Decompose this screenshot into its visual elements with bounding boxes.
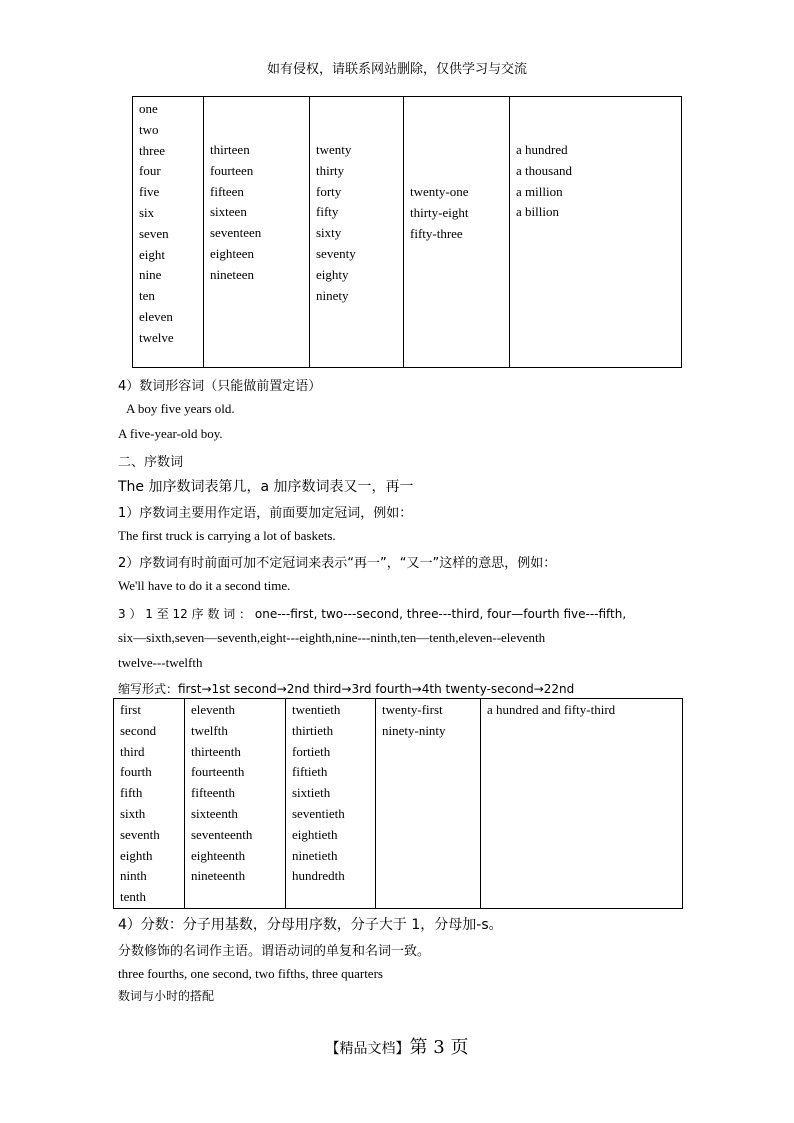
- rule-1-example: The first truck is carrying a lot of baskets.: [118, 528, 336, 543]
- list-item: eighteen: [210, 245, 255, 261]
- table-cell: [481, 699, 683, 909]
- list-item: ninetieth: [292, 847, 338, 863]
- list-item: eighteenth: [191, 847, 246, 863]
- list-item: one: [139, 101, 158, 116]
- ordinal-section-heading: 二、序数词: [118, 455, 184, 470]
- ordinal-numbers-table: [113, 698, 683, 909]
- table-cell: [310, 97, 404, 368]
- list-item: four: [139, 163, 161, 179]
- list-item: seventh: [120, 826, 160, 842]
- list-item: sixteenth: [191, 805, 238, 821]
- abbreviation-line: 缩写形式：first→1st second→2nd third→3rd fourth→4th twenty-second→22nd: [118, 682, 575, 696]
- list-item: hundredth: [292, 868, 345, 884]
- list-item: tenth: [120, 889, 146, 905]
- list-item: a thousand: [516, 162, 572, 178]
- fraction-examples: three fourths, one second, two fifths, three quarters: [118, 966, 383, 981]
- list-item: eighty: [316, 266, 349, 282]
- list-item: fifty: [316, 204, 339, 220]
- rule-1: 1）序数词主要用作定语，前面要加定冠词，例如：: [118, 506, 413, 521]
- list-item: seventieth: [292, 805, 345, 821]
- list-item: a billion: [516, 204, 559, 220]
- list-item: seven: [139, 225, 169, 241]
- rule-3-line: six—sixth,seven—seventh,eight---eighth,nine---ninth,ten—tenth,eleven--eleventh: [118, 630, 546, 645]
- list-item: five: [139, 184, 160, 200]
- rule-3-line: 3 ） 1 至 12 序 数 词 ： one---first, two---second, three---third, four—fourth five---fifth,: [118, 607, 627, 621]
- table-cell: [404, 97, 510, 368]
- list-item: three: [139, 142, 165, 158]
- list-item: ninety: [316, 287, 349, 303]
- table-row: [114, 699, 683, 909]
- list-item: twenty-one: [410, 184, 469, 199]
- list-item: a million: [516, 183, 563, 199]
- adjective-numerals-heading: 4）数词形容词（只能做前置定语）: [118, 379, 322, 394]
- list-item: thirty-eight: [410, 204, 469, 220]
- list-item: fiftieth: [292, 764, 328, 780]
- list-item: fourth: [120, 764, 152, 780]
- list-item: thirtieth: [292, 722, 334, 738]
- list-item: thirteen: [210, 142, 250, 157]
- list-item: fourteenth: [191, 764, 245, 780]
- hours-heading: 数词与小时的搭配: [118, 989, 215, 1003]
- cardinal-numbers-table: [132, 96, 682, 368]
- table-cell: [204, 97, 310, 368]
- list-item: thirteenth: [191, 743, 241, 759]
- list-item: nineteenth: [191, 868, 246, 884]
- list-item: fifty-three: [410, 225, 463, 241]
- list-item: seventy: [316, 245, 356, 261]
- list-item: seventeen: [210, 225, 262, 241]
- table-cell: [510, 97, 682, 368]
- list-item: fortieth: [292, 743, 331, 759]
- list-item: sixtieth: [292, 785, 331, 801]
- list-item: sixty: [316, 225, 342, 241]
- list-item: twentieth: [292, 702, 341, 717]
- fraction-note: 分数修饰的名词作主语。谓语动词的单复和名词一致。: [118, 944, 431, 959]
- table-cell: [376, 699, 481, 909]
- example-sentence: A boy five years old.: [126, 401, 235, 416]
- list-item: twelfth: [191, 722, 228, 738]
- list-item: thirty: [316, 162, 345, 178]
- table-cell: [133, 97, 204, 368]
- list-item: first: [120, 702, 141, 717]
- page-footer: [0, 1033, 794, 1059]
- list-item: ninety-ninty: [382, 722, 446, 738]
- list-item: twelve: [139, 329, 174, 345]
- list-item: fifth: [120, 785, 143, 801]
- list-item: nineteen: [210, 266, 255, 282]
- list-item: sixth: [120, 805, 146, 821]
- table-cell: [185, 699, 286, 909]
- list-item: seventeenth: [191, 826, 253, 842]
- list-item: twenty: [316, 142, 352, 157]
- header-note: 如有侵权，请联系网站删除，仅供学习与交流: [266, 62, 527, 77]
- table-row: [133, 97, 682, 368]
- rule-2-example: We'll have to do it a second time.: [118, 578, 291, 593]
- rule-3-line: twelve---twelfth: [118, 655, 203, 670]
- table-cell: [286, 699, 376, 909]
- list-item: ten: [139, 288, 155, 304]
- list-item: forty: [316, 183, 342, 199]
- list-item: twenty-first: [382, 702, 443, 717]
- list-item: nine: [139, 267, 162, 283]
- list-item: eleventh: [191, 702, 236, 717]
- list-item: eleven: [139, 308, 173, 324]
- list-item: eightieth: [292, 826, 338, 842]
- list-item: second: [120, 722, 157, 738]
- footer-tag: 【精品文档】: [325, 1041, 410, 1057]
- list-item: eight: [139, 246, 165, 262]
- page-number: 第 3 页: [409, 1037, 469, 1058]
- list-item: ninth: [120, 868, 147, 884]
- ordinal-rule: The 加序数词表第几，a 加序数词表又一，再一: [118, 479, 414, 495]
- table-cell: [114, 699, 185, 909]
- example-sentence: A five-year-old boy.: [118, 426, 223, 441]
- list-item: fifteen: [210, 183, 244, 199]
- fraction-heading: 4）分数：分子用基数，分母用序数，分子大于 1，分母加-s。: [118, 917, 503, 933]
- list-item: fifteenth: [191, 785, 236, 801]
- list-item: a hundred: [516, 142, 568, 157]
- list-item: sixteen: [210, 204, 247, 220]
- list-item: six: [139, 204, 155, 220]
- list-item: third: [120, 743, 145, 759]
- list-item: fourteen: [210, 162, 254, 178]
- list-item: eighth: [120, 847, 153, 863]
- list-item: a hundred and fifty-third: [487, 702, 616, 717]
- list-item: two: [139, 121, 159, 137]
- rule-2: 2）序数词有时前面可加不定冠词来表示“再一”，“又一”这样的意思，例如：: [118, 556, 557, 571]
